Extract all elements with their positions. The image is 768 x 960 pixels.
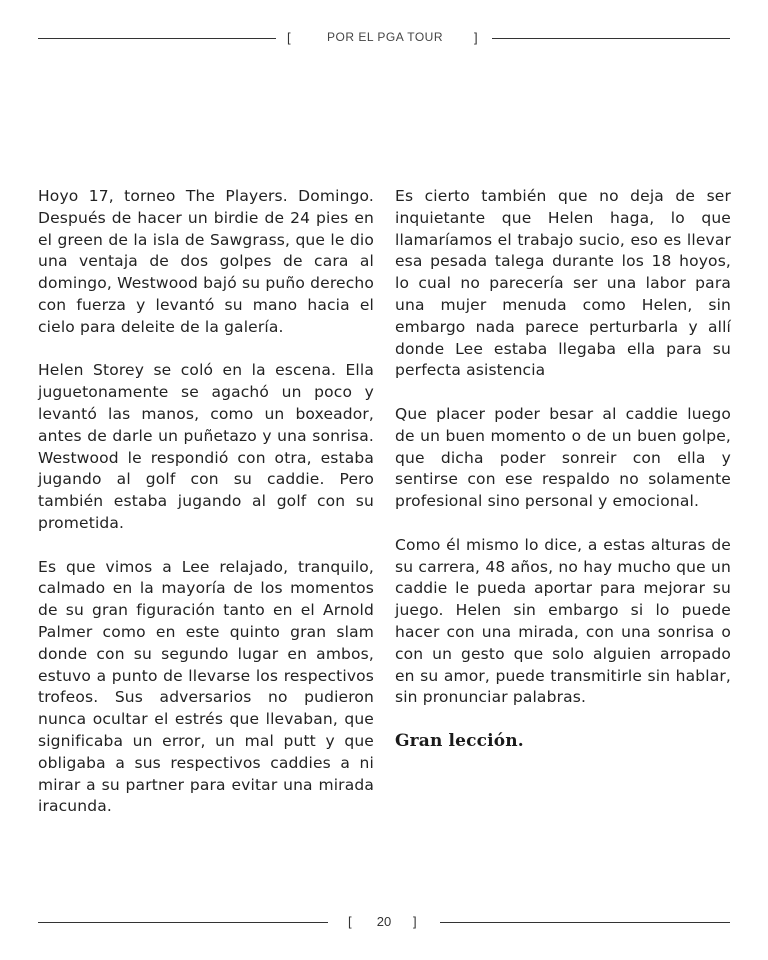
paragraph: Es cierto también que no deja de ser inquietante que Helen haga, lo que llamaríamos el trabajo sucio, eso es llevar esa pesada talega durante los 18 hoyos, lo cual no parecería ser una labor para una mujer menuda como Helen, sin embargo nada parece perturbarla y allí donde Lee estaba llegaba ella para su perfecta asistencia xyxy=(395,187,731,380)
article-column-left xyxy=(38,186,374,840)
page-number: 20 xyxy=(376,914,392,929)
paragraph: Helen Storey se coló en la escena. Ella juguetonamente se agachó un poco y levantó las manos, como un boxeador, antes de darle un puñetazo y una sonrisa. Westwood le respondió con otra, estaba jugando al golf con su caddie. Pero también estaba jugando al golf con su prometida. xyxy=(38,361,374,532)
footer-rule-left xyxy=(38,922,328,923)
header-rule-left xyxy=(38,38,276,39)
header-bracket-open: [ xyxy=(287,30,291,45)
paragraph: Como él mismo lo dice, a estas alturas de su carrera, 48 años, no hay mucho que un caddie le pueda aportar para mejorar su juego. Helen sin embargo si lo puede hacer con una mirada, con una sonrisa o con un gesto que solo alguien arropado en su amor, puede transmitirle sin hablar, sin pronunciar palabras. xyxy=(395,535,731,707)
header-bracket-close: ] xyxy=(474,30,478,45)
closing-line: Gran lección. xyxy=(395,731,524,752)
footer-bracket-open: [ xyxy=(348,914,352,929)
paragraph: Hoyo 17, torneo The Players. Domingo. Después de hacer un birdie de 24 pies en el green de la isla de Sawgrass, que le dio una ventaja de dos golpes de cara al domingo, Westwood bajó su puño derecho con fuerza y levantó su mano hacia el cielo para deleite de la galería. xyxy=(38,187,374,336)
section-title: POR EL PGA TOUR xyxy=(327,30,443,44)
article-column-right xyxy=(395,186,731,753)
paragraph: Que placer poder besar al caddie luego de un buen momento o de un buen golpe, que dicha poder sonreir con ella y sentirse con ese respaldo no solamente profesional sino personal y emocional. xyxy=(395,404,731,511)
header-rule-right xyxy=(492,38,730,39)
footer-bracket-close: ] xyxy=(413,914,417,929)
paragraph: Es que vimos a Lee relajado, tranquilo, calmado en la mayoría de los momentos de su gran figuración tanto en el Arnold Palmer como en este quinto gran slam donde con su segundo lugar en ambos, estuvo a punto de llevarse los respectivos trofeos. Sus adversarios no pudieron nunca ocultar el estrés que llevaban, que significaba un error, un mal putt y que obligaba a sus respectivos caddies a ni mirar a su partner para evitar una mirada iracunda. xyxy=(38,557,374,816)
footer-rule-right xyxy=(440,922,730,923)
